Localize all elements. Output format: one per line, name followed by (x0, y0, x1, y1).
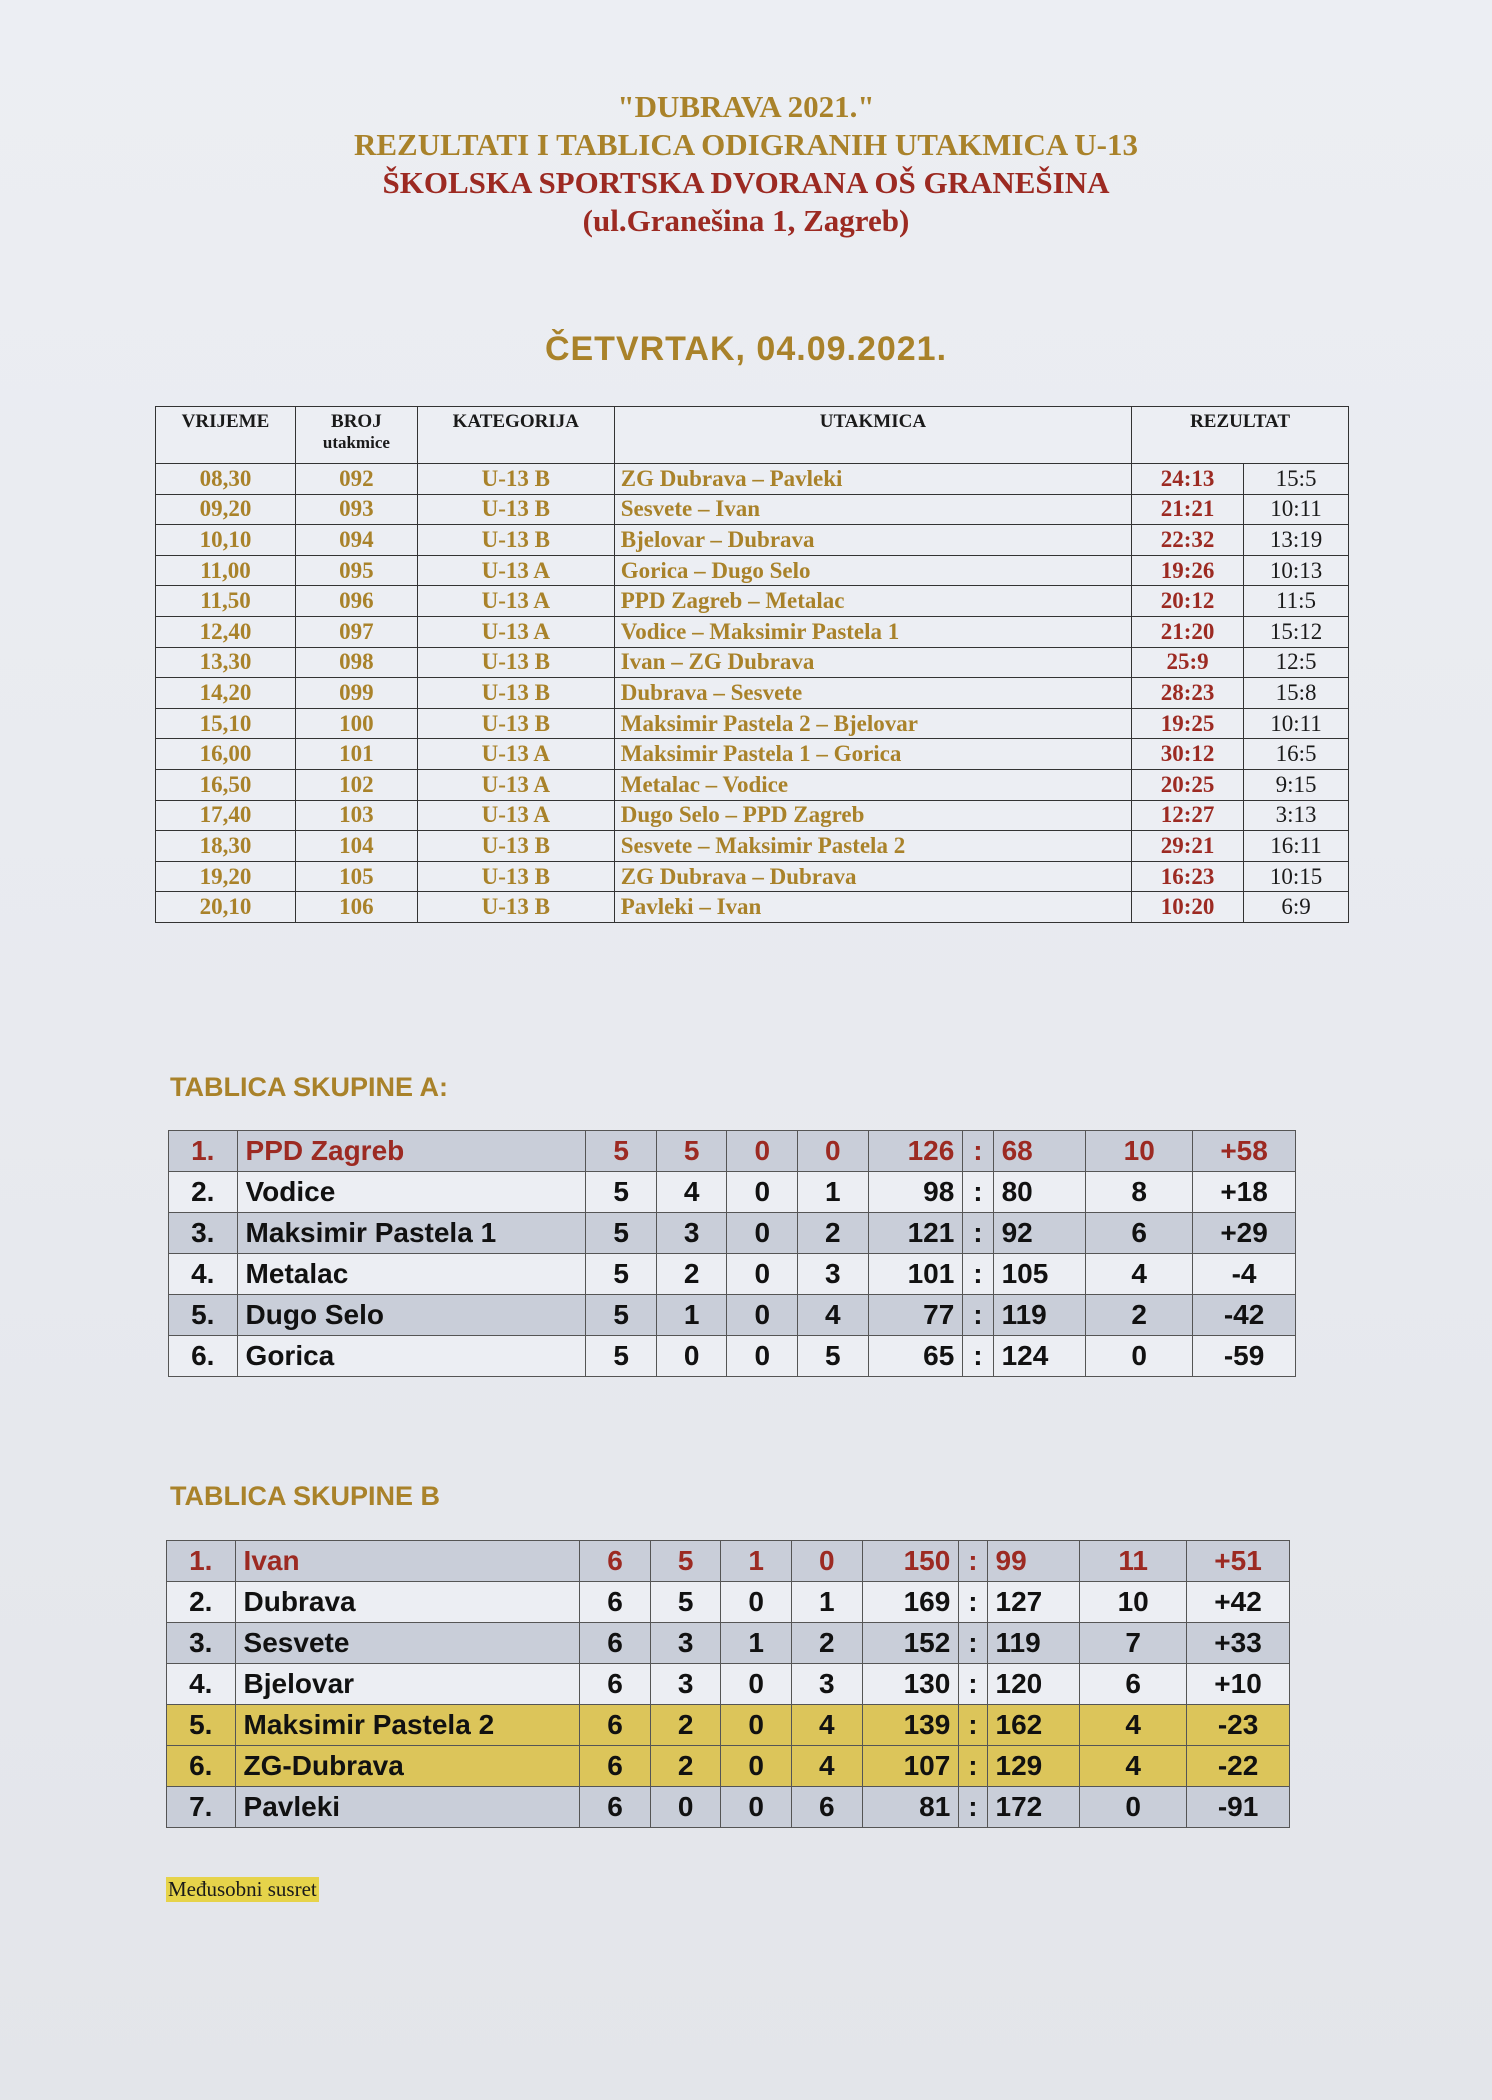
position: 4. (167, 1664, 236, 1705)
schedule-row (156, 800, 1349, 831)
goals-for: 107 (862, 1746, 959, 1787)
schedule-row (156, 769, 1349, 800)
match-time: 16,50 (156, 769, 296, 800)
goals-for: 65 (868, 1336, 963, 1377)
wins: 0 (650, 1787, 721, 1828)
match-teams: Metalac – Vodice (614, 769, 1131, 800)
schedule-row (156, 739, 1349, 770)
goals-against: 162 (987, 1705, 1080, 1746)
position: 3. (169, 1213, 238, 1254)
match-category: U-13 B (417, 678, 614, 709)
standings-row (167, 1541, 1290, 1582)
header-time: VRIJEME (156, 407, 296, 464)
goals-against: 119 (987, 1623, 1080, 1664)
venue-name: ŠKOLSKA SPORTSKA DVORANA OŠ GRANEŠINA (382, 165, 1110, 200)
halftime-result: 13:19 (1244, 525, 1349, 556)
match-teams: Bjelovar – Dubrava (614, 525, 1131, 556)
goal-difference: +33 (1187, 1623, 1290, 1664)
match-category: U-13 A (417, 616, 614, 647)
halftime-result: 16:5 (1244, 739, 1349, 770)
goals-separator: : (963, 1295, 993, 1336)
halftime-result: 6:9 (1244, 892, 1349, 923)
schedule-row (156, 678, 1349, 709)
draws: 0 (721, 1582, 792, 1623)
tournament-title: "DUBRAVA 2021." (617, 89, 875, 124)
halftime-result: 11:5 (1244, 586, 1349, 617)
losses: 4 (798, 1295, 869, 1336)
goals-against: 129 (987, 1746, 1080, 1787)
draws: 0 (727, 1254, 798, 1295)
team-name: Maksimir Pastela 1 (237, 1213, 586, 1254)
match-category: U-13 B (417, 831, 614, 862)
venue-address: (ul.Granešina 1, Zagreb) (582, 203, 910, 238)
match-result: 19:25 (1132, 708, 1244, 739)
losses: 4 (791, 1746, 862, 1787)
header-result: REZULTAT (1132, 407, 1349, 464)
goal-difference: -22 (1187, 1746, 1290, 1787)
match-category: U-13 B (417, 892, 614, 923)
played: 5 (586, 1295, 657, 1336)
team-name: Pavleki (235, 1787, 580, 1828)
match-time: 17,40 (156, 800, 296, 831)
group-a-body (169, 1131, 1296, 1377)
schedule-row (156, 708, 1349, 739)
match-result: 25:9 (1132, 647, 1244, 678)
position: 1. (169, 1131, 238, 1172)
match-category: U-13 A (417, 586, 614, 617)
schedule-table (155, 406, 1349, 923)
draws: 0 (721, 1705, 792, 1746)
head-to-head-note: Međusobni susret (168, 1877, 317, 1901)
goals-separator: : (963, 1254, 993, 1295)
match-number: 094 (295, 525, 417, 556)
match-result: 22:32 (1132, 525, 1244, 556)
match-number: 096 (295, 586, 417, 617)
goals-separator: : (959, 1541, 987, 1582)
goals-against: 120 (987, 1664, 1080, 1705)
points: 11 (1080, 1541, 1187, 1582)
goals-against: 105 (993, 1254, 1086, 1295)
schedule-row (156, 831, 1349, 862)
position: 5. (167, 1705, 236, 1746)
points: 7 (1080, 1623, 1187, 1664)
goals-for: 130 (862, 1664, 959, 1705)
match-number: 095 (295, 555, 417, 586)
halftime-result: 12:5 (1244, 647, 1349, 678)
header-number (295, 407, 417, 464)
halftime-result: 15:8 (1244, 678, 1349, 709)
points: 0 (1086, 1336, 1193, 1377)
played: 6 (580, 1582, 651, 1623)
goal-difference: -42 (1193, 1295, 1296, 1336)
group-a-table (168, 1130, 1296, 1377)
team-name: Bjelovar (235, 1664, 580, 1705)
match-time: 10,10 (156, 525, 296, 556)
halftime-result: 15:5 (1244, 464, 1349, 495)
losses: 2 (798, 1213, 869, 1254)
goals-against: 119 (993, 1295, 1086, 1336)
position: 6. (167, 1746, 236, 1787)
group-b-title: TABLICA SKUPINE B (170, 1481, 440, 1511)
match-number: 106 (295, 892, 417, 923)
match-category: U-13 B (417, 861, 614, 892)
goals-for: 121 (868, 1213, 963, 1254)
draws: 0 (727, 1336, 798, 1377)
goal-difference: -59 (1193, 1336, 1296, 1377)
match-category: U-13 A (417, 555, 614, 586)
match-number: 098 (295, 647, 417, 678)
team-name: Metalac (237, 1254, 586, 1295)
wins: 1 (656, 1295, 727, 1336)
halftime-result: 9:15 (1244, 769, 1349, 800)
played: 6 (580, 1623, 651, 1664)
draws: 0 (721, 1664, 792, 1705)
match-number: 093 (295, 494, 417, 525)
wins: 2 (650, 1746, 721, 1787)
schedule-row (156, 861, 1349, 892)
match-teams: Dugo Selo – PPD Zagreb (614, 800, 1131, 831)
match-result: 20:12 (1132, 586, 1244, 617)
team-name: Gorica (237, 1336, 586, 1377)
match-number: 097 (295, 616, 417, 647)
draws: 1 (721, 1623, 792, 1664)
match-teams: Dubrava – Sesvete (614, 678, 1131, 709)
points: 2 (1086, 1295, 1193, 1336)
goals-separator: : (959, 1746, 987, 1787)
goal-difference: +58 (1193, 1131, 1296, 1172)
goals-against: 124 (993, 1336, 1086, 1377)
match-teams: ZG Dubrava – Dubrava (614, 861, 1131, 892)
position: 7. (167, 1787, 236, 1828)
standings-row (169, 1172, 1296, 1213)
halftime-result: 10:11 (1244, 494, 1349, 525)
played: 6 (580, 1705, 651, 1746)
losses: 2 (791, 1623, 862, 1664)
match-time: 20,10 (156, 892, 296, 923)
schedule-row (156, 464, 1349, 495)
halftime-result: 10:13 (1244, 555, 1349, 586)
goals-separator: : (959, 1787, 987, 1828)
standings-row (169, 1336, 1296, 1377)
match-category: U-13 B (417, 525, 614, 556)
standings-row (169, 1254, 1296, 1295)
schedule-row (156, 525, 1349, 556)
goals-for: 101 (868, 1254, 963, 1295)
played: 5 (586, 1131, 657, 1172)
match-teams: Maksimir Pastela 1 – Gorica (614, 739, 1131, 770)
schedule-row (156, 616, 1349, 647)
goal-difference: -91 (1187, 1787, 1290, 1828)
match-date: ČETVRTAK, 04.09.2021. (544, 330, 948, 368)
standings-row (169, 1295, 1296, 1336)
goal-difference: +51 (1187, 1541, 1290, 1582)
goals-separator: : (963, 1131, 993, 1172)
goals-separator: : (963, 1336, 993, 1377)
match-result: 20:25 (1132, 769, 1244, 800)
halftime-result: 3:13 (1244, 800, 1349, 831)
match-category: U-13 B (417, 464, 614, 495)
match-time: 11,00 (156, 555, 296, 586)
played: 5 (586, 1336, 657, 1377)
wins: 2 (656, 1254, 727, 1295)
match-teams: Sesvete – Ivan (614, 494, 1131, 525)
position: 2. (167, 1582, 236, 1623)
goal-difference: +18 (1193, 1172, 1296, 1213)
match-result: 16:23 (1132, 861, 1244, 892)
played: 6 (580, 1664, 651, 1705)
match-time: 11,50 (156, 586, 296, 617)
points: 4 (1080, 1746, 1187, 1787)
match-result: 21:20 (1132, 616, 1244, 647)
team-name: Dugo Selo (237, 1295, 586, 1336)
match-time: 13,30 (156, 647, 296, 678)
played: 6 (580, 1787, 651, 1828)
match-time: 16,00 (156, 739, 296, 770)
losses: 5 (798, 1336, 869, 1377)
losses: 4 (791, 1705, 862, 1746)
match-result: 12:27 (1132, 800, 1244, 831)
team-name: Sesvete (235, 1623, 580, 1664)
match-teams: PPD Zagreb – Metalac (614, 586, 1131, 617)
goals-separator: : (959, 1705, 987, 1746)
losses: 0 (791, 1541, 862, 1582)
goals-separator: : (959, 1623, 987, 1664)
goals-for: 98 (868, 1172, 963, 1213)
match-number: 100 (295, 708, 417, 739)
standings-row (167, 1705, 1290, 1746)
header-number-label: BROJ (331, 411, 382, 432)
match-time: 18,30 (156, 831, 296, 862)
team-name: PPD Zagreb (237, 1131, 586, 1172)
goals-for: 152 (862, 1623, 959, 1664)
match-category: U-13 A (417, 739, 614, 770)
match-result: 24:13 (1132, 464, 1244, 495)
wins: 3 (656, 1213, 727, 1254)
document-subtitle: REZULTATI I TABLICA ODIGRANIH UTAKMICA U-13 (353, 127, 1139, 162)
match-category: U-13 B (417, 494, 614, 525)
schedule-row (156, 647, 1349, 678)
document-header (0, 88, 1492, 240)
schedule-header-row (156, 407, 1349, 464)
match-category: U-13 B (417, 647, 614, 678)
goal-difference: +42 (1187, 1582, 1290, 1623)
wins: 4 (656, 1172, 727, 1213)
draws: 0 (721, 1746, 792, 1787)
match-result: 19:26 (1132, 555, 1244, 586)
points: 0 (1080, 1787, 1187, 1828)
wins: 5 (656, 1131, 727, 1172)
match-number: 101 (295, 739, 417, 770)
goals-against: 68 (993, 1131, 1086, 1172)
losses: 1 (798, 1172, 869, 1213)
position: 5. (169, 1295, 238, 1336)
draws: 0 (727, 1131, 798, 1172)
goals-for: 139 (862, 1705, 959, 1746)
schedule-body (156, 464, 1349, 923)
losses: 3 (791, 1664, 862, 1705)
played: 5 (586, 1254, 657, 1295)
position: 4. (169, 1254, 238, 1295)
match-result: 10:20 (1132, 892, 1244, 923)
wins: 2 (650, 1705, 721, 1746)
standings-row (167, 1582, 1290, 1623)
goals-for: 77 (868, 1295, 963, 1336)
match-teams: Vodice – Maksimir Pastela 1 (614, 616, 1131, 647)
draws: 0 (727, 1295, 798, 1336)
wins: 3 (650, 1623, 721, 1664)
losses: 1 (791, 1582, 862, 1623)
match-time: 14,20 (156, 678, 296, 709)
match-number: 104 (295, 831, 417, 862)
goals-separator: : (963, 1213, 993, 1254)
position: 2. (169, 1172, 238, 1213)
match-result: 28:23 (1132, 678, 1244, 709)
played: 5 (586, 1172, 657, 1213)
match-result: 21:21 (1132, 494, 1244, 525)
match-teams: Gorica – Dugo Selo (614, 555, 1131, 586)
match-number: 099 (295, 678, 417, 709)
draws: 0 (727, 1213, 798, 1254)
goals-against: 172 (987, 1787, 1080, 1828)
halftime-result: 16:11 (1244, 831, 1349, 862)
position: 1. (167, 1541, 236, 1582)
goal-difference: +10 (1187, 1664, 1290, 1705)
goals-for: 81 (862, 1787, 959, 1828)
standings-row (167, 1664, 1290, 1705)
goals-for: 169 (862, 1582, 959, 1623)
losses: 6 (791, 1787, 862, 1828)
goals-separator: : (963, 1172, 993, 1213)
team-name: Vodice (237, 1172, 586, 1213)
halftime-result: 10:11 (1244, 708, 1349, 739)
draws: 0 (721, 1787, 792, 1828)
goal-difference: -4 (1193, 1254, 1296, 1295)
match-result: 29:21 (1132, 831, 1244, 862)
match-teams: Pavleki – Ivan (614, 892, 1131, 923)
team-name: Dubrava (235, 1582, 580, 1623)
standings-row (167, 1623, 1290, 1664)
wins: 3 (650, 1664, 721, 1705)
wins: 5 (650, 1582, 721, 1623)
match-time: 08,30 (156, 464, 296, 495)
draws: 1 (721, 1541, 792, 1582)
match-time: 09,20 (156, 494, 296, 525)
points: 4 (1086, 1254, 1193, 1295)
group-b-body (167, 1541, 1290, 1828)
match-number: 105 (295, 861, 417, 892)
losses: 0 (798, 1131, 869, 1172)
match-category: U-13 B (417, 708, 614, 739)
match-category: U-13 A (417, 769, 614, 800)
standings-row (167, 1787, 1290, 1828)
match-number: 103 (295, 800, 417, 831)
points: 6 (1086, 1213, 1193, 1254)
goal-difference: -23 (1187, 1705, 1290, 1746)
group-b-table (166, 1540, 1290, 1828)
wins: 0 (656, 1336, 727, 1377)
match-time: 15,10 (156, 708, 296, 739)
match-number: 092 (295, 464, 417, 495)
match-teams: Sesvete – Maksimir Pastela 2 (614, 831, 1131, 862)
match-category: U-13 A (417, 800, 614, 831)
played: 6 (580, 1746, 651, 1787)
match-number: 102 (295, 769, 417, 800)
schedule-row (156, 555, 1349, 586)
goals-for: 126 (868, 1131, 963, 1172)
standings-row (167, 1746, 1290, 1787)
draws: 0 (727, 1172, 798, 1213)
team-name: ZG-Dubrava (235, 1746, 580, 1787)
points: 4 (1080, 1705, 1187, 1746)
team-name: Ivan (235, 1541, 580, 1582)
standings-row (169, 1213, 1296, 1254)
goals-against: 99 (987, 1541, 1080, 1582)
goals-against: 127 (987, 1582, 1080, 1623)
schedule-row (156, 892, 1349, 923)
played: 5 (586, 1213, 657, 1254)
halftime-result: 10:15 (1244, 861, 1349, 892)
position: 3. (167, 1623, 236, 1664)
match-teams: Maksimir Pastela 2 – Bjelovar (614, 708, 1131, 739)
wins: 5 (650, 1541, 721, 1582)
halftime-result: 15:12 (1244, 616, 1349, 647)
position: 6. (169, 1336, 238, 1377)
points: 6 (1080, 1664, 1187, 1705)
header-number-sub: utakmice (322, 433, 390, 452)
goal-difference: +29 (1193, 1213, 1296, 1254)
goals-separator: : (959, 1664, 987, 1705)
header-match: UTAKMICA (614, 407, 1131, 464)
goals-against: 92 (993, 1213, 1086, 1254)
schedule-row (156, 494, 1349, 525)
points: 10 (1086, 1131, 1193, 1172)
team-name: Maksimir Pastela 2 (235, 1705, 580, 1746)
points: 8 (1086, 1172, 1193, 1213)
goals-against: 80 (993, 1172, 1086, 1213)
group-a-title: TABLICA SKUPINE A: (170, 1072, 448, 1102)
match-result: 30:12 (1132, 739, 1244, 770)
played: 6 (580, 1541, 651, 1582)
standings-row (169, 1131, 1296, 1172)
header-category: KATEGORIJA (417, 407, 614, 464)
goals-for: 150 (862, 1541, 959, 1582)
match-teams: Ivan – ZG Dubrava (614, 647, 1131, 678)
goals-separator: : (959, 1582, 987, 1623)
points: 10 (1080, 1582, 1187, 1623)
match-time: 19,20 (156, 861, 296, 892)
match-teams: ZG Dubrava – Pavleki (614, 464, 1131, 495)
schedule-row (156, 586, 1349, 617)
match-time: 12,40 (156, 616, 296, 647)
losses: 3 (798, 1254, 869, 1295)
